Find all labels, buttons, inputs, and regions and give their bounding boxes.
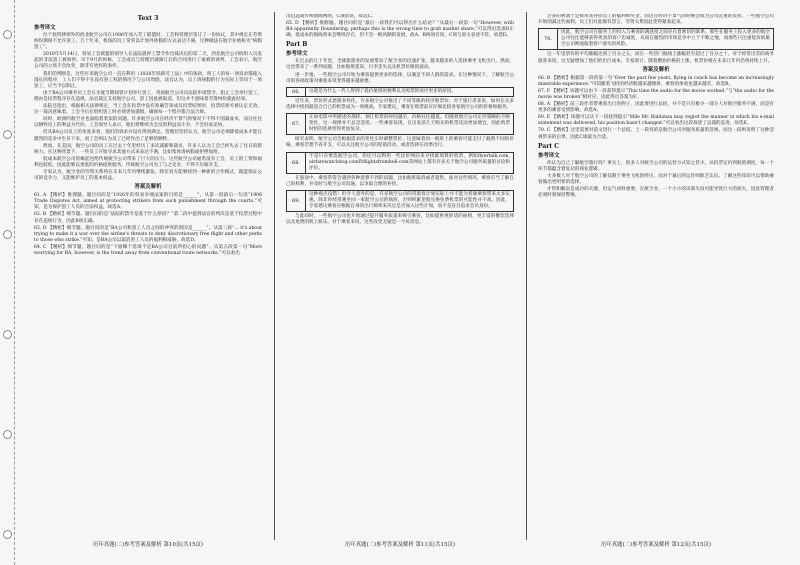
box-text: 因此，航空公司在服务上的投入与乘客的满意度之间存在着密切的联系。那些在服务上投入更多的航空公司往往能够获得更高的客户忠诚度，从而在激烈的市场竞争中立于不败之地，而那些只注重低价的航空公司则面临着客户流失的风险。 — [561, 30, 770, 48]
answer-item: 68. A 【精析】前三段作者带乘客出行的例子，因此要进行总结，并不是只有极少一部分人对航空服务不满，而是有更多的乘客受到影响，故选A。 — [538, 102, 774, 114]
answer-item: 66. B 【精析】根据第一段的第一句“Over the past few years, flying in coach has become an increasingly miserable experience.”可知随着飞机的经济舱越来越拥挤，乘客的体验也越来越差，故选B。 — [538, 75, 774, 87]
answer-item: 62. B 【精析】细节题。题目问的是“法院的禁令是基于什么原因？”第二段中提到法官的判决是基于投票过程中存在违规行为，因此B项正确。 — [34, 212, 262, 224]
translation-heading: 参考译文 — [538, 152, 560, 159]
translation-paragraph: 低成本航空公司的崛起也给传统航空公司带来了巨大的压力。这些航空公司通常没有工会，员工的工资和福利也较低，因此能够以更低的价格提供服务。传统航空公司为了与之竞争，不得不压缩开支。 — [34, 156, 262, 168]
page-10-column — [34, 14, 262, 534]
box-number: 66. — [287, 88, 306, 96]
translation-heading: 参考译文 — [286, 51, 308, 58]
answer-item: 64. C 【精析】细节题。题目问的是“下面哪个选项不是BA公司目前所担心的问题”。从第五段第一句“More worrying for BA, however, is the trend away from conventional route networks.”可以看出 — [34, 244, 262, 256]
page-footer: 历年真题(二)参考答案及解析 第11页(共15页) — [344, 542, 456, 548]
translation-paragraph: 近年来，票价形式逐渐多样化，许多航空公司推出了不同等级的经济舱票价。对于旅行者来说，如何在众多选择中找到最适合自己的机票成为一项挑战。专家建议，乘客在购票前应仔细比较各家航空公司的价格和服务。 — [286, 98, 514, 110]
answer-heading: 答案及解析 — [642, 66, 670, 73]
column-divider — [526, 12, 527, 540]
answer-box-66 — [286, 87, 514, 97]
box-number: 70. — [539, 29, 558, 49]
binding-hole — [3, 330, 12, 339]
answer-item: 63. D 【精析】细节题。题目问的是“BA公司和罢工人员之间的冲突的原因是______”。从第三段“... it's about trying to make it a war over the airline's threats to deny discretionary free flight and other perks to those who strike.”可知，是BA公司以取消罢工人员的福利相威胁，故选D。 — [34, 225, 262, 243]
answer-item: 67. F 【精析】该题可以由下一段获得提示“This time the audio for the movie worked.”与“the audio for the movie was broken”相对应，因此得出答案为F。 — [538, 88, 774, 100]
translation-paragraph: 与此同时，一些航空公司也开始通过提升服务质量来吸引乘客，比如提供更舒适的座椅、更丰富的餐饮选择以及免费的机上娱乐。对于乘客来说，这些改变无疑是一个好消息。 — [286, 214, 514, 226]
answer-box-69 — [286, 190, 514, 212]
translation-paragraph: 在旅途中，乘客常常会遇到各种意想不到的问题，比如航班取消或者超售。面对这些情况，乘客应当了解自己的权利，并及时与航空公司沟通，以争取合理的补偿。 — [286, 175, 514, 187]
page-11-column — [286, 14, 514, 534]
answer-item: 出趋远离传统航线网络，C项错误，故选C。 — [286, 14, 376, 19]
binding-hole — [3, 30, 12, 39]
part-b-heading: Part B — [286, 41, 308, 49]
translation-paragraph: 由于BA公司乘务员工会在圣诞节期间曾计划举行罢工，英国航空公司向法院申请禁令，阻止工会举行罢工，理由是投票程序存在违规。法官裁定支持航空公司，罢工因此被取消，但这并不意味着劳资纠纷就此结束。 — [34, 90, 262, 102]
box-number: 68. — [287, 153, 306, 173]
box-text: 不是只有要选航空公司，你还可以利用一些比价网站来寻找最划算的机票，例如flyertalk.com, airfarewatchdog.com和flightsfromhell.com等网站上都有许多关于航空公司服务质量的讨论和评价。 — [309, 153, 510, 171]
translation-paragraph: 法院还指出，根据相关法律规定，当工会在投票中没有准确告知成员投票结果时，投票结果可被认定无效。这一裁决意味着，工会今后在组织罢工时必须更加谨慎，确保每一个程序都合法合规。 — [34, 104, 262, 116]
binding-hole — [3, 230, 12, 239]
translation-heading: 参考译文 — [34, 25, 56, 31]
translation-paragraph: 才智和勤奋是成功的关键，但运气同样重要。在航空业，一个小小的决策失误可能导致巨大的损失，因此管理者必须时刻保持警惕。 — [538, 186, 774, 199]
answer-item: 65. D 【精析】推断题。题目问的是“最后一段我们可以得出什么结论？”从最后一段第一句“However, with BA apparently floundering, perhaps this is the wrong time to grab market share.”可以得出选项D正确。低成本的航线将来会继续存在，但不会一帆风顺的发展，故A、B两项有误，C项与原文表述不符，故选D。 — [286, 21, 514, 39]
binding-margin — [0, 0, 15, 565]
page-footer: 历年真题(二)参考答案及解析 第10页(共15页) — [92, 542, 204, 548]
translation-paragraph: 我们的判断是，这些年来航空公司一直在利用《1926年铁路劳工法》中的条款，将工人的每一项诉求都拖入漫长的程序，工人们不得不在没有罢工权的情况下与公司周旋。法官认为，员工请病假的行为实际上等同于一场罢工，应当予以制止。 — [34, 71, 262, 89]
text-title: Text 3 — [137, 15, 159, 22]
translation-paragraph: 这一年里票价的平均涨幅达到了百分之五，而在一些热门航线上涨幅甚至超过了百分之十。对于经常出差的商务旅客来说，这无疑增加了他们的出行成本。专家预计，随着燃油价格的上涨，机票价格在未来几年内仍将持续上升。 — [538, 52, 774, 64]
translation-paragraph: 2010年5月14日，贸易工会联盟的领导人在法院就停工禁令作出裁决后的第二天，西北航空公司机组人员发起的非法罢工被叫停。早于9月的时候，工会成员与管理层就修订后的合同进行了艰难的谈判，工会表示，航空公司的立场不会改变，除非有更好的条件。 — [34, 52, 262, 70]
column-divider — [274, 12, 275, 540]
translation-paragraph: 进一步地，一些航空公司开始为乘客提供更多的选择，以满足不同人群的需求。在这种情况下，了解航空公司的各项政策对乘客来说变得越来越重要。 — [286, 72, 514, 84]
translation-paragraph: 研究表明，航空公司会根据需求的变化实时调整票价，这意味着同一航班上的乘客可能支付了截然不同的价格。乘客若想节省开支，可以关注航空公司的促销活动，或者选择在淡季出行。 — [286, 137, 514, 149]
binding-hole — [3, 530, 12, 539]
translation-paragraph: 过多的利润于是被用来补偿员工的福利和奖金，而这在经济不景气的时候会成为公司沉重的负担。一些航空公司开始削减这些福利，员工们对此颇有怨言，劳资关系因此变得紧张起来。 — [538, 14, 774, 26]
translation-paragraph: 专家认为，航空业的劳资关系将在未来几年内继续紧张，除非双方能够找到一种新的合作模式，既能保证公司的竞争力，又能维护员工的基本权益。 — [34, 169, 262, 182]
answer-box-68 — [286, 152, 514, 174]
binding-hole — [3, 130, 12, 139]
translation-paragraph: 同时，欧洲的航空业也面临着类似的问题。许多航空公司在经济不景气的情况下不得不削减成本，而这往往以牺牲员工的利益为代价。工会领导人表示，他们将继续为会员的利益而斗争，不会轻易妥协。 — [34, 117, 262, 129]
answer-item: 70. C 【精析】这里需要对前文进行一个总结。上一段说的是航空公司对服务质量的忽视，而这一段则说明了这种忽视带来的后果，因此C项最为合适。 — [538, 128, 774, 140]
translation-paragraph: 在过去的几十年里，全球旅游业的发展带动了航空业的迅速扩张，越来越多的人选择乘坐飞机出行。然而，这也带来了一系列问题，比如航班延误、行李丢失以及机票价格的波动。 — [286, 59, 514, 71]
page-footer: 历年真题(二)参考答案及解析 第12页(共15页) — [600, 542, 712, 548]
answer-item: 61. A 【精析】推理题。题目问的是“1926年的贸易争端法案的目的是______”。从第一段最后一句话“1906 Trade Disputes Act, aimed at protecting strikers from such punishment through the courts.”可知，是为保护罢工人员的合法权益，故选A。 — [34, 193, 262, 211]
box-text: 这就是为什么一代人得到了低价航班的便利以及购票的途径更多的原因。 — [309, 88, 457, 94]
page-12-column — [538, 14, 774, 534]
translation-paragraph: 但从BA公司员工的角度来看，他们的诉求并没有得到满足。管理层坚持认为，航空公司必须降低成本才能在激烈的竞争中生存下来，而工会则认为员工已经作出了足够的牺牲。 — [34, 130, 262, 142]
box-text: 正如电影中所描述的那样，预订机票的时间越早，价格往往越低。但随着航空公司定价策略的不断变化，这一规律并不总是适用。一些乘客发现，在出发前几天购买的机票反而更加便宜，因此购票时机的选择变得更加复杂。 — [309, 115, 510, 133]
binding-hole — [3, 430, 12, 439]
box-text: 这种观点没错！但令人意外的是，许多航空公司的常旅客计划实际上并不能为普通乘客带来太多实惠。除非你经常乘坐同一家航空公司的航班，否则积累里程兑换免费机票的可能性并不高。因此，专家建议乘客应根据自身的出行频率来决定是否加入这些计划，而不是盲目追求会员身份。 — [309, 191, 510, 210]
translation-paragraph: 然而，在美国，航空公司的员工在过去十年里经历了多次减薪和裁员，许多人认为工会已经失去了往日的影响力。在这种背景下，一些员工开始寻求其他方式来表达不满，比如集体请病假或拒绝加班。 — [34, 143, 262, 155]
answer-item: 69. E 【精析】该题可以从下一段找到提示“Mile Mr. Baldanza may regret the manner in which his e-mail statement was delivered, his position hasn't changed.”可以看出这段叙述了总裁的态度，故选E。 — [538, 115, 774, 127]
translation-paragraph: 你认为自己了解航空旅行吗？事实上，很多人对航空公司的运营方式知之甚少。从机票定价到航班调度，每一个环节都蕴含着复杂的商业逻辑。 — [538, 160, 774, 172]
part-c-heading: Part C — [538, 142, 560, 150]
answer-box-67 — [286, 113, 514, 135]
translation-paragraph: 位于底特律郊外的西北航空公司在1996年加入劳工联盟时，工会和管理层签订了一份协议，其中规定在劳资纠纷期间不允许罢工。几十年来，机场的员工常常以计划外休假的方式表达不满，这种做法在航空业被称为“病假罢工”。 — [34, 33, 262, 51]
translation-paragraph: 大多数人对于航空公司的了解仅限于乘坐飞机的经历，而对于幕后的运作则缺乏认识。了解这些知识可以帮助乘客做出更明智的选择。 — [538, 173, 774, 185]
answer-heading: 答案及解析 — [134, 184, 162, 191]
answer-box-70 — [538, 28, 774, 50]
box-number: 67. — [287, 114, 306, 134]
box-number: 69. — [287, 191, 306, 211]
